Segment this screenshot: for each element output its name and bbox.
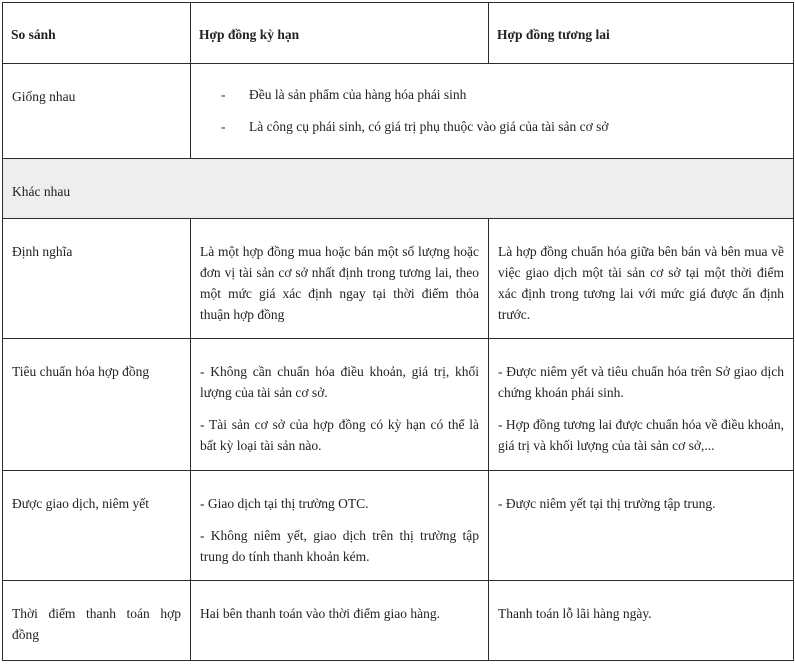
similar-label: Giống nhau <box>12 89 76 104</box>
dash-bullet: - <box>221 119 226 134</box>
row-label: Được giao dịch, niêm yết <box>3 471 191 581</box>
forward-cell: - Giao dịch tại thị trường OTC. - Không niêm yết, giao dịch trên thị trường tập trung do tính thanh khoản kém. <box>191 471 489 581</box>
forward-cell: Là một hợp đồng mua hoặc bán một số lượng hoặc đơn vị tài sản cơ sở nhất định trong tương lai, theo một mức giá xác định ngay tại thời điểm thỏa thuận hợp đồng <box>191 219 489 339</box>
table-row <box>3 339 794 471</box>
row-label <box>3 64 191 159</box>
table-row <box>3 219 794 339</box>
futures-cell: Là hợp đồng chuẩn hóa giữa bên bán và bên mua về việc giao dịch một tài sản cơ sở tại một thời điểm xác định trong tương lai với mức giá được ấn định trước. <box>489 219 794 339</box>
row-label: Định nghĩa <box>3 219 191 339</box>
futures-cell: - Được niêm yết tại thị trường tập trung. <box>489 471 794 581</box>
row-similar <box>3 64 794 159</box>
dash-bullet: - <box>221 87 226 102</box>
different-label: Khác nhau <box>12 184 71 199</box>
forward-cell: - Không cần chuẩn hóa điều khoản, giá trị, khối lượng của tài sản cơ sở. - Tài sản cơ sở của hợp đồng có kỳ hạn có thể là bất kỳ loại tài sản nào. <box>191 339 489 471</box>
list-item: - Đều là sản phẩm của hàng hóa phái sinh <box>221 84 793 105</box>
header-futures-contract: Hợp đồng tương lai <box>489 3 794 64</box>
different-label-cell <box>3 159 794 219</box>
row-different <box>3 159 794 219</box>
row-label: Thời điểm thanh toán hợp đồng <box>3 581 191 661</box>
list-item: - Là công cụ phái sinh, có giá trị phụ thuộc vào giá của tài sản cơ sở <box>221 116 793 137</box>
futures-cell: - Được niêm yết và tiêu chuẩn hóa trên Sở giao dịch chứng khoán phái sinh. - Hợp đồng tương lai được chuẩn hóa về điều khoản, giá trị và khối lượng của tài sản cơ sở,... <box>489 339 794 471</box>
futures-cell: Thanh toán lỗ lãi hàng ngày. <box>489 581 794 661</box>
header-forward-contract: Hợp đồng kỳ hạn <box>191 3 489 64</box>
table-row <box>3 581 794 661</box>
row-label: Tiêu chuẩn hóa hợp đồng <box>3 339 191 471</box>
header-compare: So sánh <box>3 3 191 64</box>
table-row <box>3 471 794 581</box>
header-row <box>3 3 794 64</box>
forward-cell: Hai bên thanh toán vào thời điểm giao hàng. <box>191 581 489 661</box>
similar-list <box>191 64 793 137</box>
similar-content <box>191 64 794 159</box>
comparison-table <box>2 2 794 661</box>
